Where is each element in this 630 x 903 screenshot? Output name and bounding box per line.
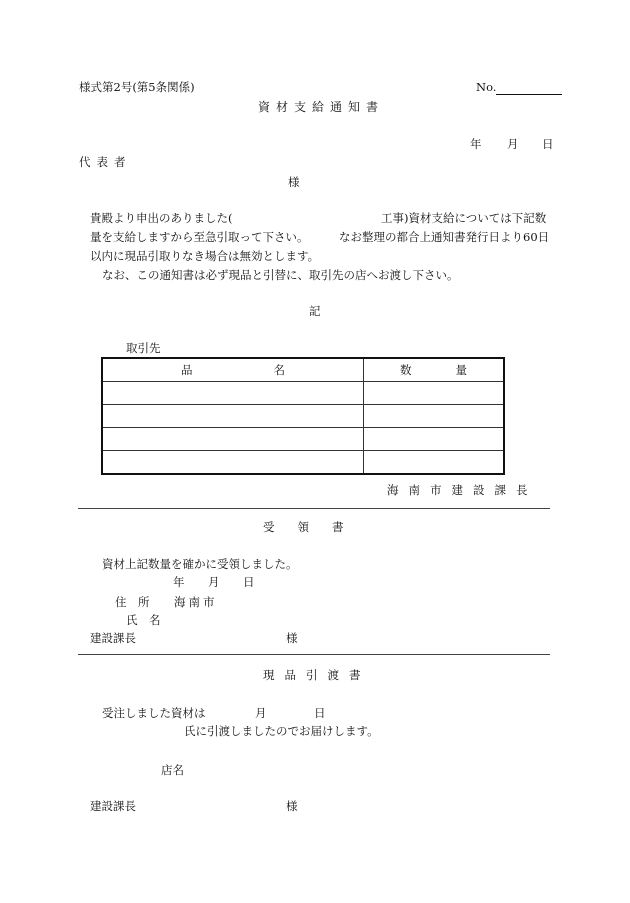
form-number: 様式第2号(第5条関係)	[79, 80, 195, 94]
table-row	[102, 382, 504, 405]
document-number	[476, 82, 562, 95]
receipt-honorific: 様	[286, 631, 298, 645]
ki-heading: 記	[309, 304, 321, 318]
delivery-shop-label: 店名	[161, 763, 184, 777]
delivery-day: 日	[314, 706, 326, 720]
issuer: 海南市建設課長	[387, 483, 538, 497]
supplier-label: 取引先	[126, 341, 161, 355]
date-month: 月	[507, 137, 519, 151]
body-line3: 以内に現品引取りなき場合は無効とします。	[90, 249, 320, 263]
delivery-line2: 氏に引渡しましたのでお届けします。	[184, 724, 379, 738]
col-qty-char-2: 量	[455, 363, 467, 377]
col-name-char-2: 名	[273, 363, 285, 377]
receipt-date-month: 月	[208, 575, 220, 589]
item-qty-cell	[364, 428, 505, 451]
item-name-cell	[102, 382, 364, 405]
page-title: 資材支給通知書	[258, 100, 385, 114]
receipt-title: 受 領 書	[263, 520, 344, 534]
col-header-quantity	[364, 358, 505, 382]
item-qty-cell	[364, 405, 505, 428]
delivery-honorific: 様	[286, 799, 298, 813]
body-line2-left: 量を支給しますから至急引取って下さい。	[90, 230, 309, 244]
no-label: No.	[476, 80, 497, 94]
col-qty-char-1: 数	[400, 363, 412, 377]
receipt-text: 資材上記数量を確かに受領しました。	[102, 557, 298, 571]
table-row	[102, 451, 504, 475]
col-name-char-1: 品	[181, 363, 193, 377]
receipt-address-label: 住 所	[115, 595, 150, 609]
delivery-line1-left: 受注しました資材は	[102, 706, 206, 720]
no-blank-line	[496, 82, 562, 95]
receipt-date-year: 年	[173, 575, 185, 589]
delivery-month: 月	[255, 706, 267, 720]
recipient-label: 代表者	[79, 155, 132, 169]
body-line1-left: 貴殿より申出のありました(	[90, 211, 233, 225]
item-qty-cell	[364, 382, 505, 405]
receipt-address-value: 海南市	[174, 595, 218, 609]
item-qty-cell	[364, 451, 505, 475]
body-line4: なお、この通知書は必ず現品と引替に、取引先の店へお渡し下さい。	[102, 268, 459, 282]
divider-1	[78, 508, 550, 509]
delivery-title: 現品引渡書	[263, 668, 371, 682]
table-row	[102, 405, 504, 428]
receipt-date-day: 日	[243, 575, 255, 589]
date-year: 年	[470, 137, 482, 151]
goods-table	[101, 357, 505, 475]
col-header-name	[102, 358, 364, 382]
receipt-addressee: 建設課長	[90, 631, 136, 645]
item-name-cell	[102, 451, 364, 475]
item-name-cell	[102, 428, 364, 451]
table-row	[102, 428, 504, 451]
date-day: 日	[542, 137, 554, 151]
divider-2	[78, 654, 550, 655]
recipient-honorific: 様	[288, 175, 300, 189]
delivery-addressee: 建設課長	[90, 799, 136, 813]
item-name-cell	[102, 405, 364, 428]
goods-table-header	[102, 358, 504, 382]
receipt-name-label: 氏 名	[126, 613, 161, 627]
body-line2-right: なお整理の都合上通知書発行日より60日	[339, 230, 550, 244]
body-line1-right: 工事)資材支給については下記数	[381, 211, 547, 225]
